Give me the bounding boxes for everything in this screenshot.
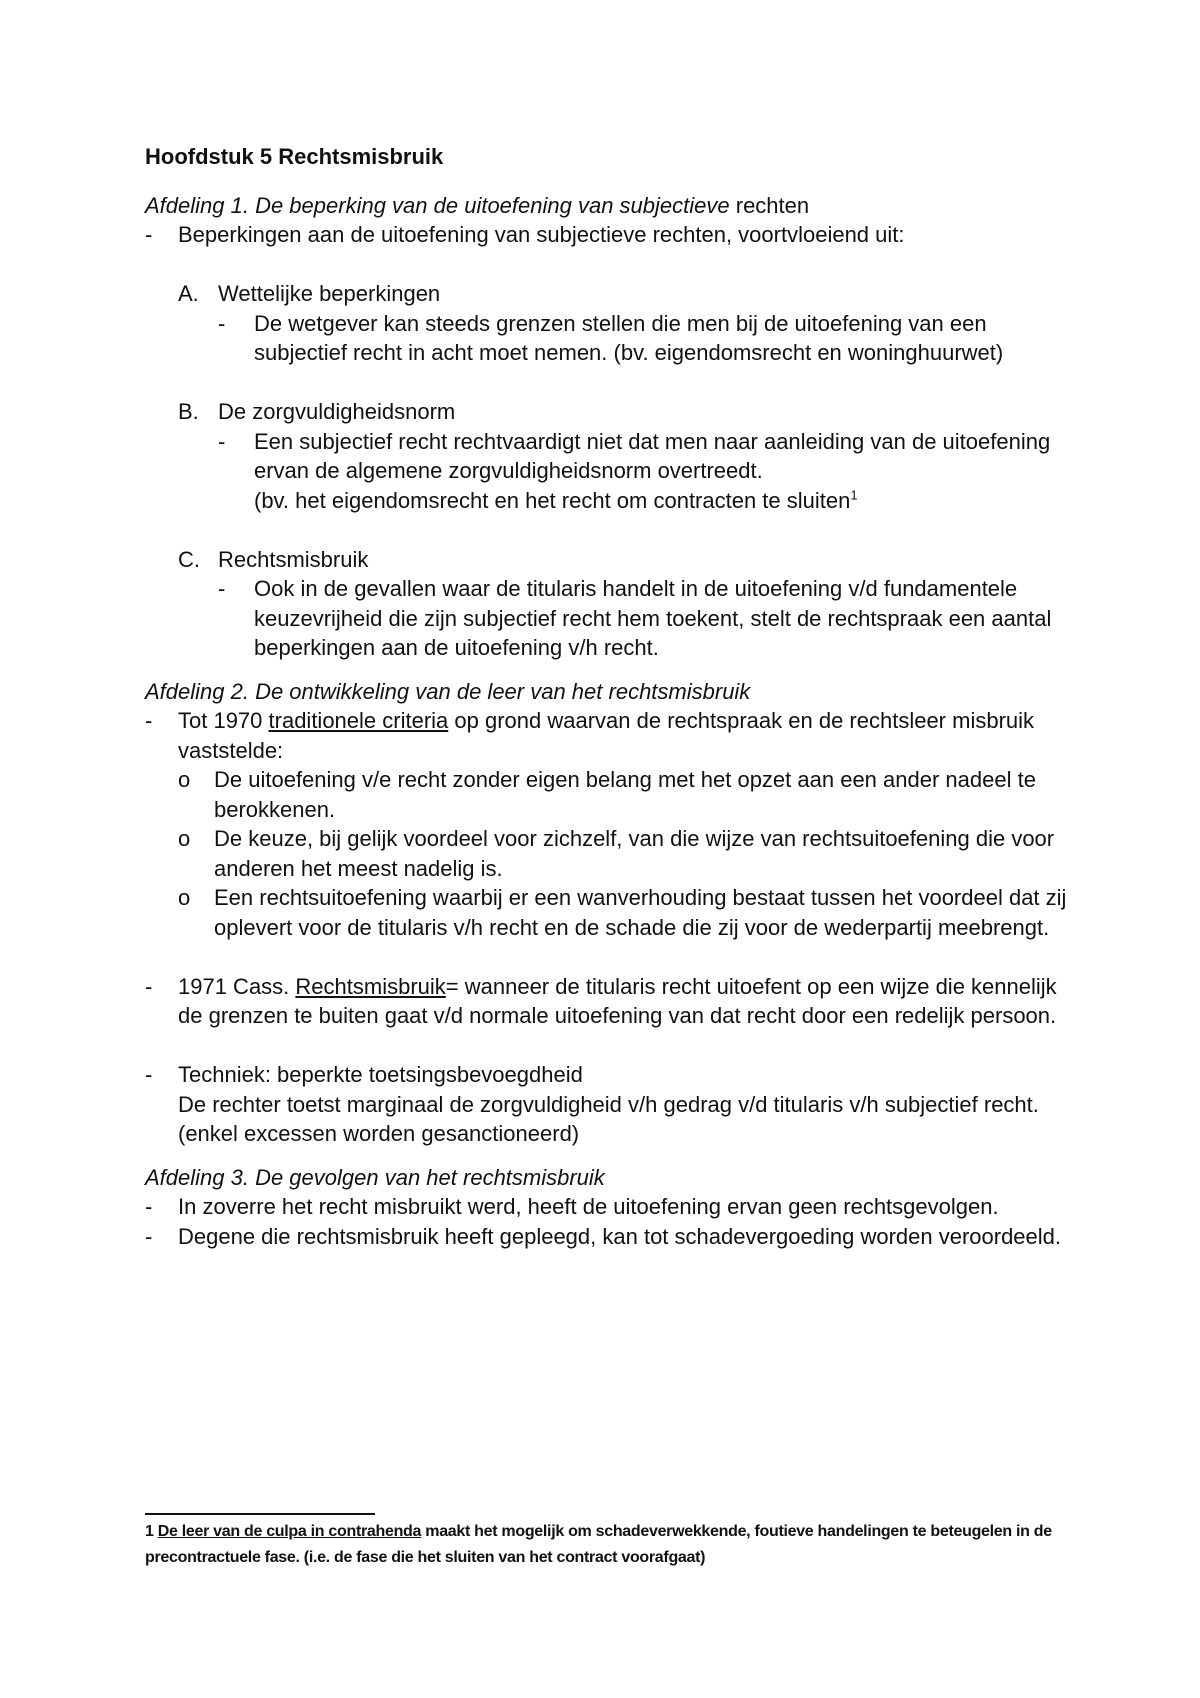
section-1-intro: - Beperkingen aan de uitoefening van subjectieve rechten, voortvloeiend uit: <box>145 220 1075 250</box>
footnote <box>145 1519 1075 1571</box>
section-2-p1: - Tot 1970 traditionele criteria op grond waarvan de rechtspraak en de rechtsleer misbruik vaststelde: <box>145 708 1035 763</box>
footnote-text: maakt het mogelijk om schadeverwekkende, foutieve handelingen te beteugelen in de precontractuele fase. (i.e. de fase die het sluiten van het contract voorafgaat) <box>145 1523 1052 1566</box>
footnote-underlined: De leer van de culpa in contrahenda <box>157 1523 422 1540</box>
dash-marker: - <box>145 222 153 247</box>
section-2-p2: - 1971 Cass. Rechtsmisbruik= wanneer de titularis recht uitoefent op een wijze die kennelijk de grenzen te buiten gaat v/d normale uitoefening van dat recht door een redelijk persoon. <box>145 973 1057 1028</box>
section-2-heading: Afdeling 2. De ontwikkeling van de leer van het rechtsmisbruik <box>145 678 751 704</box>
item-c-text: - Ook in de gevallen waar de titularis handelt in de uitoefening v/d fundamentele keuzevrijheid die zijn subjectief recht hem toekent, stelt de rechtspraak een aantal beperkingen aan de uitoefening v/h recht. <box>218 576 1052 660</box>
criteria-bullet: o De keuze, bij gelijk voordeel voor zichzelf, van die wijze van rechtsuitoefening die voor anderen het meest nadelig is. <box>178 826 1055 881</box>
criteria-bullet: o Een rechtsuitoefening waarbij er een wanverhouding bestaat tussen het voordeel dat zij oplevert voor de titularis v/h recht en de schade die zij voor de wederpartij meebrengt. <box>178 885 1067 940</box>
section-2-p3: - Techniek: beperkte toetsingsbevoegdheid De rechter toetst marginaal de zorgvuldigheid v/h gedrag v/d titularis v/h subjectief recht. (enkel excessen worden gesanctioneerd) <box>145 1062 1039 1146</box>
section-3-heading: Afdeling 3. De gevolgen van het rechtsmisbruik <box>145 1164 605 1190</box>
section-1-heading-italic: Afdeling 1. De beperking van de uitoefening van subjectieve <box>145 192 730 218</box>
footnote-ref: 1 <box>850 487 858 503</box>
item-b-text: - Een subjectief recht rechtvaardigt niet dat men naar aanleiding van de uitoefening ervan de algemene zorgvuldigheidsnorm overtreedt. (bv. het eigendomsrecht en het recht om contracten te sluiten$^1$ <box>218 428 1051 513</box>
section-1-heading-tail: rechten <box>729 192 810 218</box>
footnote-separator <box>145 1513 375 1515</box>
item-a-label: A. Wettelijke beperkingen <box>178 281 441 306</box>
section-3-item: - In zoverre het recht misbruikt werd, heeft de uitoefening ervan geen rechtsgevolgen. <box>145 1194 999 1219</box>
item-c-label: C. Rechtsmisbruik <box>178 546 369 572</box>
footnote-number: 1 <box>145 1523 154 1540</box>
item-b-label: B. De zorgvuldigheidsnorm <box>178 399 456 424</box>
item-a-text: - De wetgever kan steeds grenzen stellen die men bij de uitoefening van een subjectief recht in acht moet nemen. (bv. eigendomsrecht en woninghuurwet) <box>218 310 1004 365</box>
section-1-heading <box>145 191 1075 221</box>
criteria-bullet: o De uitoefening v/e recht zonder eigen belang met het opzet aan een ander nadeel te berokkenen. <box>178 767 1036 822</box>
chapter-title: Hoofdstuk 5 Rechtsmisbruik <box>145 144 444 169</box>
document-body <box>145 142 1075 1251</box>
section-3-item: - Degene die rechtsmisbruik heeft gepleegd, kan tot schadevergoeding worden veroordeeld. <box>145 1223 1062 1249</box>
